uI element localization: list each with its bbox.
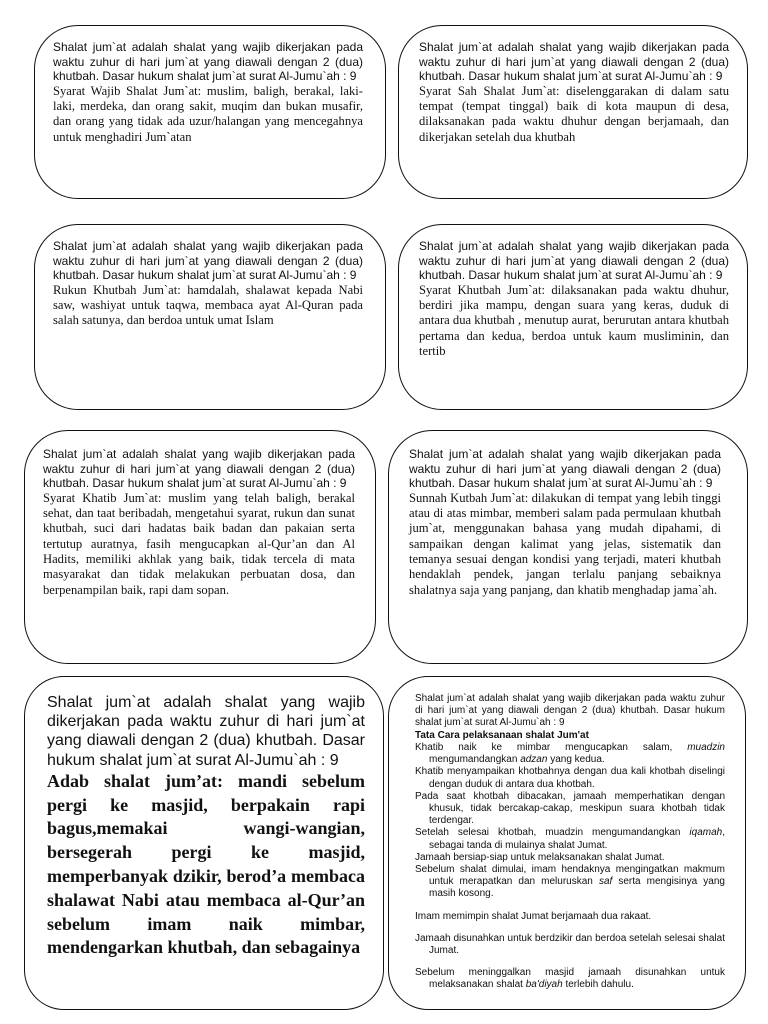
step-text: Imam memimpin shalat Jumat berjamaah dua rakaat. [415, 910, 652, 922]
step-emphasis: ba'diyah [525, 979, 563, 991]
step-text: yang kedua. [547, 754, 605, 766]
step-text: terlebih dahulu. [562, 979, 634, 991]
step-text: mengumandangkan [429, 754, 521, 766]
card-adab-shalat [24, 676, 384, 1010]
tata-cara-step [415, 933, 725, 957]
card-body: Syarat Khutbah Jum`at: dilaksanakan pada waktu dhuhur, berdiri jika mampu, dengan suara yang keras, duduk di antara dua khutbah , menutup aurat, berurutan antara khutbah pertama dan kedua, berdoa untuk kaum musliminin, dan tertib [419, 282, 729, 358]
step-emphasis: muadzin [687, 742, 725, 753]
tata-cara-step [415, 911, 725, 923]
card-intro: Shalat jum`at adalah shalat yang wajib dikerjakan pada waktu zuhur di hari jum`at yang diawali dengan 2 (dua) khutbah. Dasar hukum shalat jum`at surat Al-Jumu`ah : 9 [419, 40, 729, 84]
step-text: serta mengisinya yang masih kosong. [429, 876, 725, 900]
card-intro: Shalat jum`at adalah shalat yang wajib dikerjakan pada waktu zuhur di hari jum`at yang diawali dengan 2 (dua) khutbah. Dasar hukum shalat jum`at surat Al-Jumu`ah : 9 [419, 239, 729, 283]
tata-cara-steps [415, 742, 725, 992]
step-text: Pada saat khotbah dibacakan, jamaah memperhatikan dengan khusuk, tidak bercakap-cakap, meskipun suara khotbah tidak terdengar. [415, 790, 725, 827]
step-text: Jamaah disunahkan untuk berdzikir dan berdoa setelah selesai shalat Jumat. [415, 932, 725, 957]
card-intro: Shalat jum`at adalah shalat yang wajib dikerjakan pada waktu zuhur di hari jum`at yang diawali dengan 2 (dua) khutbah. Dasar hukum shalat jum`at surat Al-Jumu`ah : 9 [53, 40, 363, 84]
card-intro: Shalat jum`at adalah shalat yang wajib dikerjakan pada waktu zuhur di hari jum`at yang diawali dengan 2 (dua) khutbah. Dasar hukum shalat jum`at surat Al-Jumu`ah : 9 [409, 447, 721, 491]
step-emphasis: saf [598, 876, 613, 888]
tata-cara-step [415, 852, 725, 864]
card-tata-cara [388, 676, 746, 1010]
tata-cara-step [415, 864, 725, 901]
step-text: Setelah selesai khotbah, muadzin mengumandangkan [415, 827, 690, 839]
card-intro: Shalat jum`at adalah shalat yang wajib dikerjakan pada waktu zuhur di hari jum`at yang diawali dengan 2 (dua) khutbah. Dasar hukum shalat jum`at surat Al-Jumu`ah : 9 [53, 239, 363, 283]
card-syarat-sah [398, 25, 748, 199]
step-text: , sebagai tanda di mulainya shalat Jumat. [429, 827, 725, 851]
step-text: Jamaah bersiap-siap untuk melaksanakan shalat Jumat. [415, 851, 665, 863]
card-body: Syarat Khatib Jum`at: muslim yang telah baligh, berakal sehat, dan taat beribadah, mengetahui syarat, rukun dan sunat khutbah, suci dari hadatas baik badan dan pakaian serta tertutup auratnya, fasih mengucapkan al-Qur’an dan Al Hadits, memiliki akhlak yang baik, tidak tercela di mata masyarakat dan tidak melakukan perbuatan dosa, dan berpenampilan baik, rapi dam sopan. [43, 490, 355, 597]
step-text: Khatib menyampaikan khotbahnya dengan dua kali khotbah diselingi dengan duduk di antara dua khotbah. [415, 766, 725, 790]
step-emphasis: adzan [520, 754, 548, 766]
card-body: Syarat Wajib Shalat Jum`at: muslim, baligh, berakal, laki-laki, merdeka, dan orang sakit, muqim dan bukan musafir, dan orang yang tidak ada uzur/halangan yang mencegahnya untuk menghadiri Jum`atan [53, 83, 363, 144]
card-intro: Shalat jum`at adalah shalat yang wajib dikerjakan pada waktu zuhur di hari jum`at yang diawali dengan 2 (dua) khutbah. Dasar hukum shalat jum`at surat Al-Jumu`ah : 9 [47, 694, 365, 769]
card-sunnah-khutbah [388, 430, 748, 664]
tata-cara-step [415, 742, 725, 766]
tata-cara-step [415, 967, 725, 991]
card-body: Sunnah Kutbah Jum`at: dilakukan di tempat yang lebih tinggi atau di atas mimbar, memberi salam pada permulaan khutbah jum`at, menggunakan bahasa yang mudah dipahami, di sampaikan dengan kalimat yang jelas, sistematik dan temanya sesuai dengan kondisi yang terjadi, materi khutbah hendaklah pendek, jangan terlalu panjang sebaiknya shalatnya saja yang panjang, dan khatib menghadap jama`ah. [409, 490, 721, 597]
card-syarat-khatib [24, 430, 376, 664]
step-text: Sebelum shalat dimulai, imam hendaknya mengingatkan makmum untuk merapatkan dan meluruskan [415, 864, 725, 888]
card-syarat-wajib [34, 25, 386, 199]
tata-cara-step [415, 827, 725, 851]
step-text: Khatib naik ke mimbar mengucapkan salam, [415, 742, 688, 753]
card-body: Adab shalat jum’at: mandi sebelum pergi ke masjid, berpakain rapi bagus,memakai wangi-wangian, bersegerah pergi ke masjid, memperbanyak dzikir, berod’a membaca shalawat Nabi atau membaca al-Qur’an sebelum imam naik mimbar, mendengarkan khutbah, dan sebagainya [47, 770, 365, 958]
step-emphasis: iqamah [689, 827, 723, 839]
card-syarat-khutbah [398, 224, 748, 410]
step-text: Sebelum meninggalkan masjid jamaah disunahkan untuk melaksanakan shalat [415, 967, 725, 991]
card-intro: Shalat jum`at adalah shalat yang wajib dikerjakan pada waktu zuhur di hari jum`at yang diawali dengan 2 (dua) khutbah. Dasar hukum shalat jum`at surat Al-Jumu`ah : 9 [43, 447, 355, 491]
tata-cara-step [415, 766, 725, 790]
card-body: Rukun Khutbah Jum`at: hamdalah, shalawat kepada Nabi saw, washiyat untuk taqwa, membaca ayat Al-Quran pada salah satunya, dan berdoa untuk umat Islam [53, 282, 363, 328]
tata-cara-title: Tata Cara pelaksanaan shalat Jum'at [415, 730, 589, 741]
card-body: Syarat Sah Shalat Jum`at: diselenggarakan di dalam satu tempat (tempat tinggal) baik di kota maupun di desa, dilaksanakan pada waktu dhuhur dengan berjamaah, dan dikerjakan setelah dua khutbah [419, 83, 729, 144]
tata-cara-step [415, 791, 725, 828]
card-intro: Shalat jum`at adalah shalat yang wajib dikerjakan pada waktu zuhur di hari jum`at yang diawali dengan 2 (dua) khutbah. Dasar hukum shalat jum`at surat Al-Jumu`ah : 9 [415, 693, 725, 728]
card-rukun-khutbah [34, 224, 386, 410]
